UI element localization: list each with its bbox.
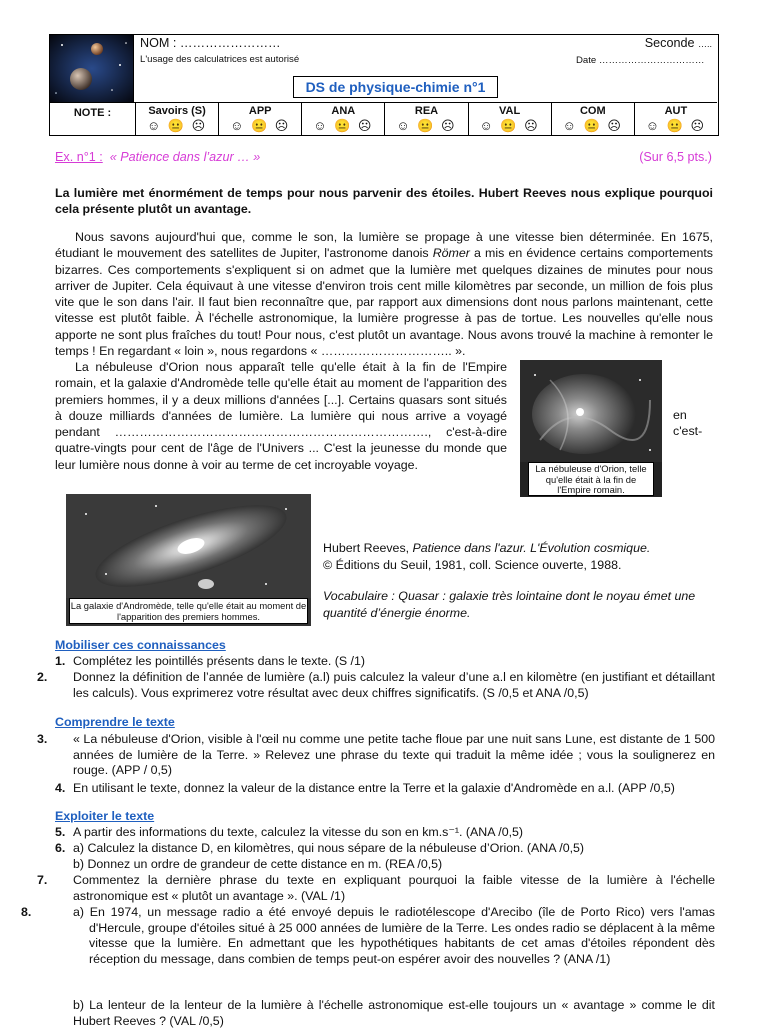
grade-col-app: APP ☺ 😐 ☹: [218, 103, 301, 136]
nom-field: NOM : ……………………: [140, 36, 281, 50]
grade-col-val: VAL ☺ 😐 ☹: [468, 103, 551, 136]
andromeda-caption: La galaxie d'Andromède, telle qu'elle était au moment de l'apparition des premiers hommes.: [69, 598, 308, 624]
grade-col-savoirs: Savoirs (S) ☺ 😐 ☹: [135, 103, 218, 136]
note-label: NOTE :: [73, 107, 112, 119]
section-title-exploiter: Exploiter le texte: [55, 809, 155, 823]
grade-col-rea: REA ☺ 😐 ☹: [384, 103, 467, 136]
grade-col-ana: ANA ☺ 😐 ☹: [301, 103, 384, 136]
header-table: [49, 34, 719, 136]
question-8a: 8. a) En 1974, un message radio a été envoyé depuis le radiotélescope d'Arecibo (île de Porto Rico) vers l'amas d'Hercule, groupe d'étoiles situé à 25 000 années de lumière de la Terre. Les ondes radio se déplacent à la même vitesse que la lumière. En admettant que les hypothétiques habitants de cet amas d'étoiles répondent dès réception du message, dans combien de temps peut-on espérer avoir des nouvelles ? (ANA /1): [21, 905, 715, 966]
orion-nebula-image: [520, 360, 662, 497]
vocabulary-note: Vocabulaire : Quasar : galaxie très lointaine dont le noyau émet une quantité d’énergie énorme.: [323, 589, 696, 620]
text-continuation-cest: c'est-: [673, 424, 703, 438]
andromeda-galaxy-image: [66, 494, 311, 626]
calculator-note: L'usage des calculatrices est autorisé: [140, 54, 300, 65]
question-5: 5. A partir des informations du texte, calculez la vitesse du son en km.s⁻¹. (ANA /0,5): [55, 825, 524, 839]
question-6a: 6. a) Calculez la distance D, en kilomètres, qui nous sépare de la nébuleuse d’Orion. (ANA /0,5): [55, 841, 585, 855]
exercise-heading: [55, 150, 260, 164]
grade-col-aut: AUT ☺ 😐 ☹: [634, 103, 717, 136]
exercise-title: « Patience dans l’azur … »: [109, 150, 261, 164]
exercise-points: (Sur 6,5 pts.): [639, 150, 712, 164]
question-2: 2. Donnez la définition de l’année de lumière (a.l) puis calculez la valeur d’une a.l en kilomètre (en justifiant et détaillant les calculs). Vous exprimerez votre résultat avec deux chiffres significatifs. (S /0,5 et ANA /0,5): [37, 670, 715, 700]
question-4: 4. En utilisant le texte, donnez la valeur de la distance entre la Terre et la galaxie d'Andromède en a.l. (APP /0,5): [55, 781, 675, 795]
question-8b: b) La lenteur de la lenteur de la lumière à l'échelle astronomique est-elle toujours un « avantage » comme le dit Hubert Reeves ? (VAL /0,5): [73, 998, 715, 1028]
section-title-comprendre: Comprendre le texte: [55, 715, 175, 729]
grading-grid: [50, 102, 717, 136]
question-6b: b) Donnez un ordre de grandeur de cette distance en m. (REA /0,5): [73, 857, 443, 871]
page-title: DS de physique-chimie n°1: [293, 76, 498, 98]
space-logo-image: [50, 35, 134, 102]
grade-col-com: COM ☺ 😐 ☹: [551, 103, 634, 136]
section-title-mobiliser: Mobiliser ces connaissances: [55, 638, 226, 652]
seconde-label: Seconde …..: [644, 36, 712, 50]
question-7: 7. Commentez la dernière phrase du texte en expliquant pourquoi la faible vitesse de la lumière à l'échelle astronomique est « plutôt un avantage ». (VAL /1): [37, 873, 715, 903]
text-paragraph-1: Nous savons aujourd'hui que, comme le son, la lumière se propage à une vitesse bien déterminée. En 1675, étudiant le mouvement des satellites de Jupiter, l'astronome danois Römer a mis en évidence certains comportements bizarres. Ces comportements s'expliquent si on admet que la lumière met quelques dizaines de minutes pour nous arriver de Jupiter. Cela équivaut à une vitesse d'environ trois cent mille kilomètres par seconde, un million de fois plus vite que le son dans l'air. Il faut bien reconnaître que, par rapport aux dimensions dont nous parlons maintenant, cette vitesse est plutôt faible. À l'échelle astronomique, la lumière progresse à pas de tortue. Les nouvelles qu'elle nous apporte ne sont plus fraîches du tout! Pour nous, c'est plutôt un avantage. Nous avons trouvé la machine à remonter le temps ! En regardant « loin », nous regardons « ………………………….. ».: [55, 230, 713, 359]
orion-caption: La nébuleuse d'Orion, telle qu'elle était à la fin de l'Empire romain.: [528, 462, 654, 496]
intro-paragraph: La lumière met énormément de temps pour nous parvenir des étoiles. Hubert Reeves nous explique pourquoi cela présente plutôt un avantage.: [55, 186, 713, 217]
question-3: 3. « La nébuleuse d'Orion, visible à l'œil nu comme une petite tache floue par une nuit sans Lune, est distante de 1 500 années de lumière de la Terre. » Relevez une phrase du texte qui traduit la même idée ; vous la soulignerez en rouge. (APP / 0,5): [37, 732, 715, 778]
date-field: Date ……………………………: [576, 55, 705, 66]
question-1: 1. Complétez les pointillés présents dans le texte. (S /1): [55, 654, 366, 668]
text-continuation-en: en: [673, 408, 687, 422]
exercise-number: Ex. n°1 :: [55, 150, 103, 164]
text-paragraph-2: La nébuleuse d'Orion nous apparaît telle qu'elle était à la fin de l'Empire romain, et la galaxie d'Andromède telle qu'elle était au moment de l'apparition des premiers hommes, il y a deux millions d'années [...]. Certains quasars sont situés à douze milliards d'années de lumière. La lumière qui nous arrive a voyagé pendant …………………………………………………………………., c'est-à-dire quatre-vingts pour cent de l'âge de l'Univers ... C'est la jeunesse du monde que leur lumière nous donne à voir au terme de cet incroyable voyage.: [55, 360, 507, 472]
source-citation: Hubert Reeves, Patience dans l'azur. L'Évolution cosmique. © Éditions du Seuil, 1981, coll. Science ouverte, 1988.: [323, 541, 651, 572]
